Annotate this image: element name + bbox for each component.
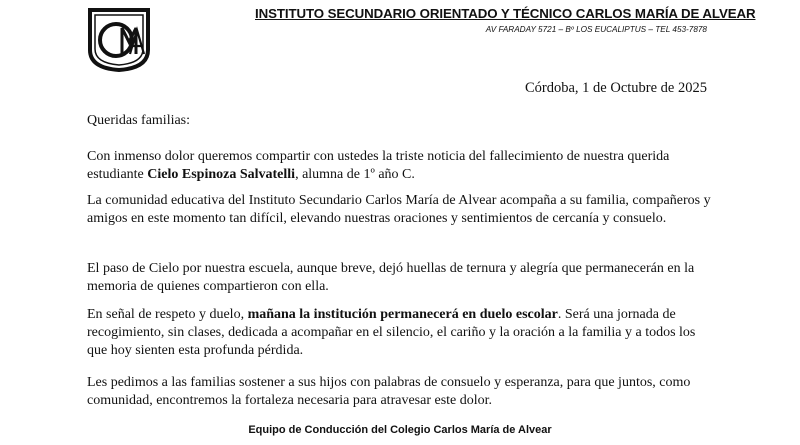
paragraph-4-text-b: . Será una jornada de recogimiento, sin clases, dedicada a acompañar en el silencio, el cariño y la oración a la familia y a todos los que hoy sienten esta profunda pérdida.	[87, 307, 696, 358]
paragraph-3: El paso de Cielo por nuestra escuela, aunque breve, dejó huellas de ternura y alegría que permanecerán en la memoria de quienes compartieron con ella.	[87, 261, 695, 294]
school-crest-icon	[86, 6, 152, 72]
signature: Equipo de Conducción del Colegio Carlos María de Alvear	[248, 424, 552, 436]
paragraph-4-text-a: En señal de respeto y duelo,	[87, 307, 248, 322]
paragraph-2: La comunidad educativa del Instituto Secundario Carlos María de Alvear acompaña a su familia, compañeros y amigos en este momento tan difícil, elevando nuestras oraciones y sentimientos de cercanía y consuelo.	[87, 193, 711, 226]
institution-address: AV FARADAY 5721 – Bº LOS EUCALIPTUS – TEL 453-7878	[485, 25, 707, 34]
letter-greeting: Queridas familias:	[87, 113, 191, 128]
student-name: Cielo Espinoza Salvatelli	[147, 167, 296, 182]
letter-date: Córdoba, 1 de Octubre de 2025	[524, 80, 707, 96]
paragraph-5: Les pedimos a las familias sostener a sus hijos con palabras de consuelo y esperanza, para que juntos, como comunidad, encontremos la fortaleza necesaria para atravesar este dolor.	[87, 375, 691, 408]
institution-title: INSTITUTO SECUNDARIO ORIENTADO Y TÉCNICO CARLOS MARÍA DE ALVEAR	[255, 6, 756, 21]
paragraph-4	[87, 306, 717, 360]
mourning-announcement: mañana la institución permanecerá en duelo escolar	[247, 307, 558, 322]
paragraph-1-text-a: Con inmenso dolor queremos compartir con ustedes la triste noticia del fallecimiento de nuestra querida estudiante	[87, 149, 670, 182]
paragraph-1-text-b: , alumna de 1º año C.	[295, 167, 415, 182]
paragraph-1	[87, 148, 717, 184]
